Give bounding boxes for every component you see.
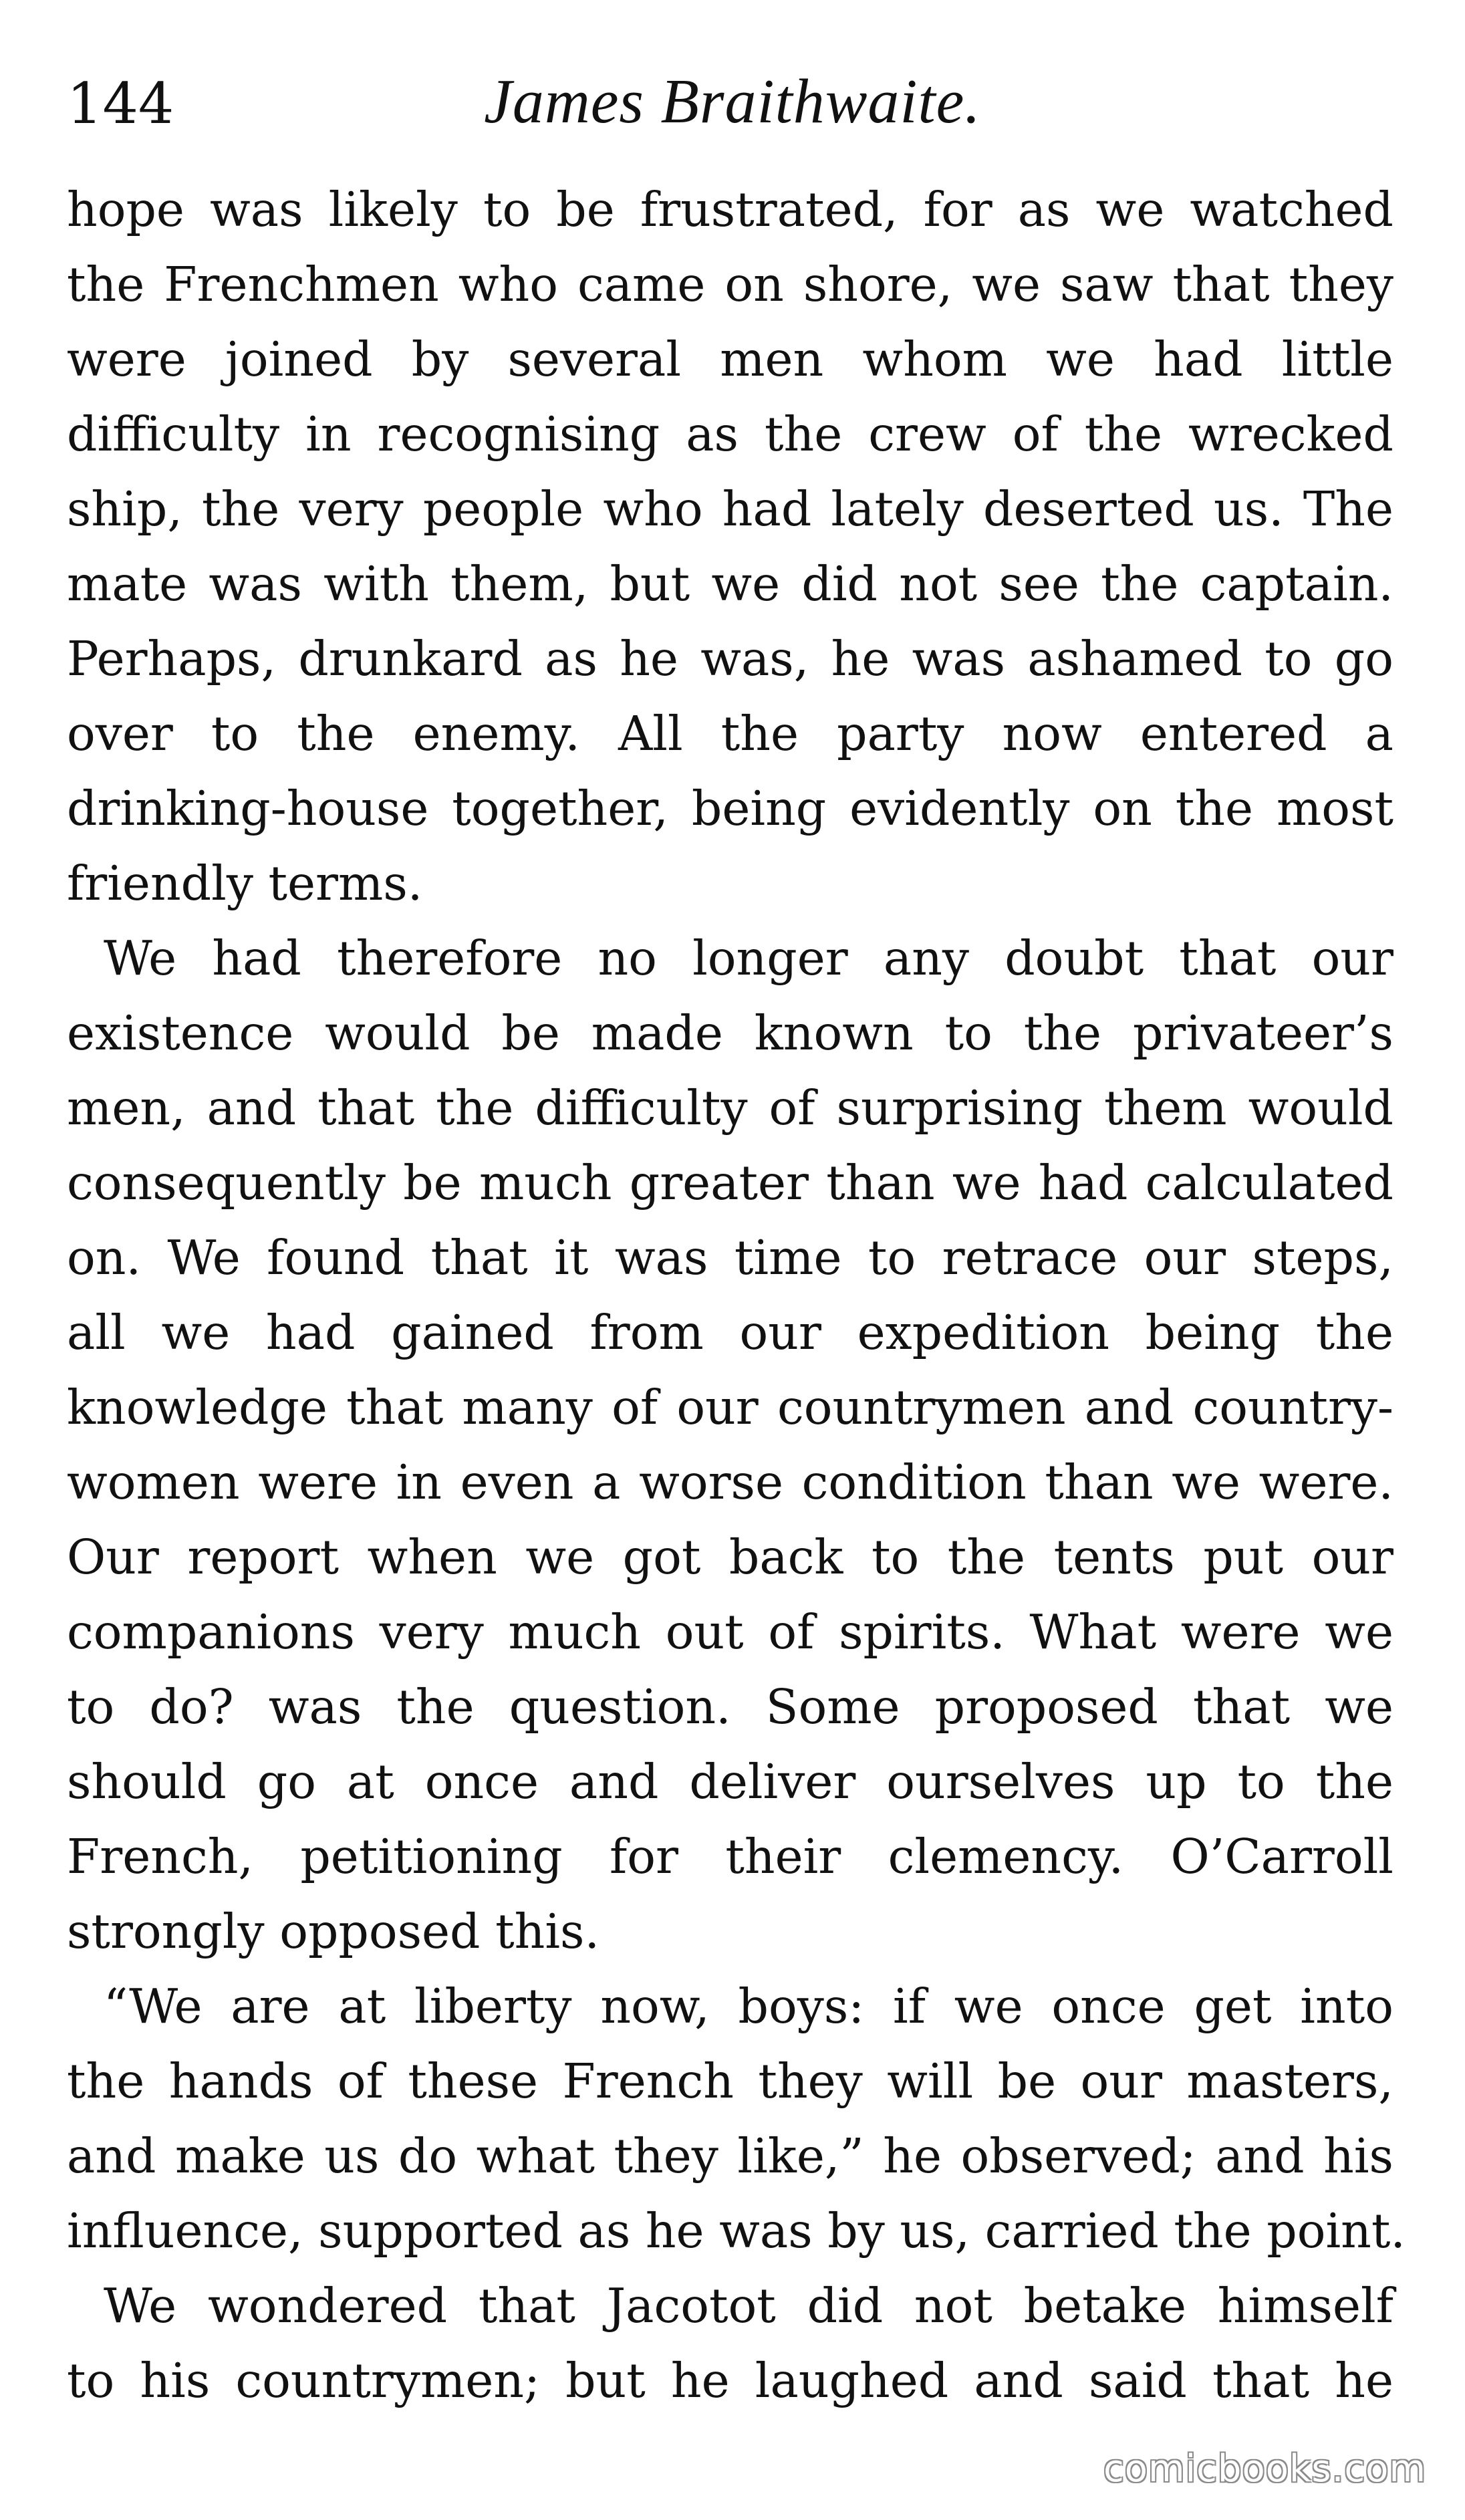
text-line: We wondered that Jacotot did not betake himself — [104, 2278, 1393, 2334]
text-line: difficulty in recognising as the crew of the wrecked — [67, 406, 1393, 462]
text-line: to his countrymen; but he laughed and said that he — [67, 2353, 1393, 2408]
text-line: Perhaps, drunkard as he was, he was ashamed to go — [67, 631, 1393, 686]
body-text — [67, 172, 1406, 2418]
text-line: “We are at liberty now, boys: if we once get into — [104, 1979, 1393, 2034]
text-line: and make us do what they like,” he observed; and his — [67, 2128, 1393, 2184]
text-line: the Frenchmen who came on shore, we saw that they — [67, 257, 1393, 312]
running-title: James Braithwaite. — [484, 67, 981, 136]
text-line: on. We found that it was time to retrace our steps, — [67, 1230, 1393, 1285]
text-line: men, and that the difficulty of surprising them would — [67, 1080, 1393, 1136]
text-line: friendly terms. — [67, 856, 423, 911]
text-line: existence would be made known to the privateer’s — [67, 1005, 1393, 1061]
text-line: consequently be much greater than we had calculated — [67, 1155, 1393, 1211]
text-line: ship, the very people who had lately deserted us. The — [67, 481, 1393, 537]
text-line: drinking-house together, being evidently on the most — [67, 781, 1393, 836]
text-line: knowledge that many of our countrymen and country- — [67, 1380, 1393, 1435]
text-line: were joined by several men whom we had little — [67, 332, 1393, 387]
text-line: strongly opposed this. — [67, 1904, 600, 1959]
text-line: hope was likely to be frustrated, for as we watched — [67, 182, 1393, 237]
text-line: mate was with them, but we did not see the captain. — [67, 556, 1393, 612]
text-line: women were in even a worse condition than we were. — [67, 1455, 1393, 1510]
text-line: companions very much out of spirits. What were we — [67, 1604, 1393, 1660]
text-line: to do? was the question. Some proposed that we — [67, 1679, 1393, 1735]
text-line: French, petitioning for their clemency. O’Carroll — [67, 1829, 1393, 1884]
text-line: all we had gained from our expedition being the — [67, 1305, 1393, 1360]
text-line: influence, supported as he was by us, carried the point. — [67, 2203, 1406, 2259]
page-number: 144 — [67, 71, 174, 136]
text-line: should go at once and deliver ourselves up to the — [67, 1754, 1393, 1809]
text-line: Our report when we got back to the tents put our — [67, 1529, 1393, 1585]
page-header — [67, 64, 1398, 164]
text-line: over to the enemy. All the party now entered a — [67, 706, 1393, 761]
text-line: We had therefore no longer any doubt that our — [104, 930, 1393, 986]
text-line: the hands of these French they will be our masters, — [67, 2053, 1393, 2109]
watermark: comicbooks.com — [1103, 2447, 1426, 2491]
